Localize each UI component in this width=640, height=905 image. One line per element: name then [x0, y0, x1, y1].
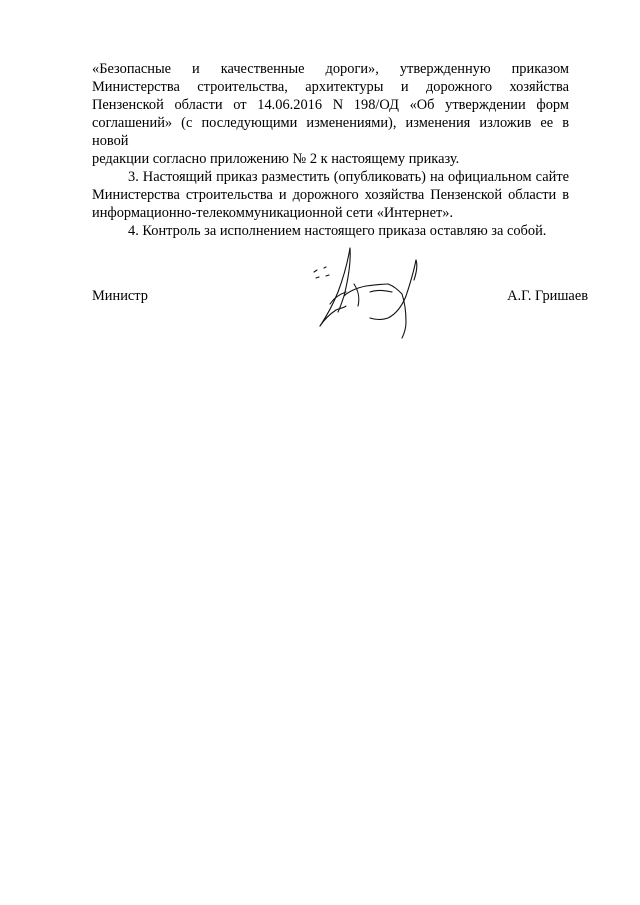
paragraph-line: информационно-телекоммуникационной сети «Интернет».: [92, 205, 454, 221]
item-3-paragraph: [92, 168, 569, 222]
paragraph-line: Министерства строительства и дорожного хозяйства Пензенской области в: [92, 187, 569, 203]
paragraph-continuation: [92, 60, 569, 168]
paragraph-line: редакции согласно приложению № 2 к настоящему приказу.: [92, 151, 460, 167]
paragraph-line: «Безопасные и качественные дороги», утвержденную приказом: [92, 61, 569, 77]
paragraph-line: Министерства строительства, архитектуры и дорожного хозяйства: [92, 79, 569, 95]
signatory-title: Министр: [92, 288, 148, 304]
document-body: [92, 60, 569, 240]
paragraph-line: соглашений» (с последующими изменениями), изменения изложив ее в новой: [92, 115, 569, 149]
signatory-name: А.Г. Гришаев: [507, 288, 588, 304]
paragraph-line: 3. Настоящий приказ разместить (опубликовать) на официальном сайте: [128, 169, 569, 185]
paragraph-line: Пензенской области от 14.06.2016 N 198/ОД «Об утверждении форм: [92, 97, 569, 113]
handwritten-signature: [304, 240, 430, 340]
item-4-paragraph: 4. Контроль за исполнением настоящего приказа оставляю за собой.: [128, 223, 547, 239]
